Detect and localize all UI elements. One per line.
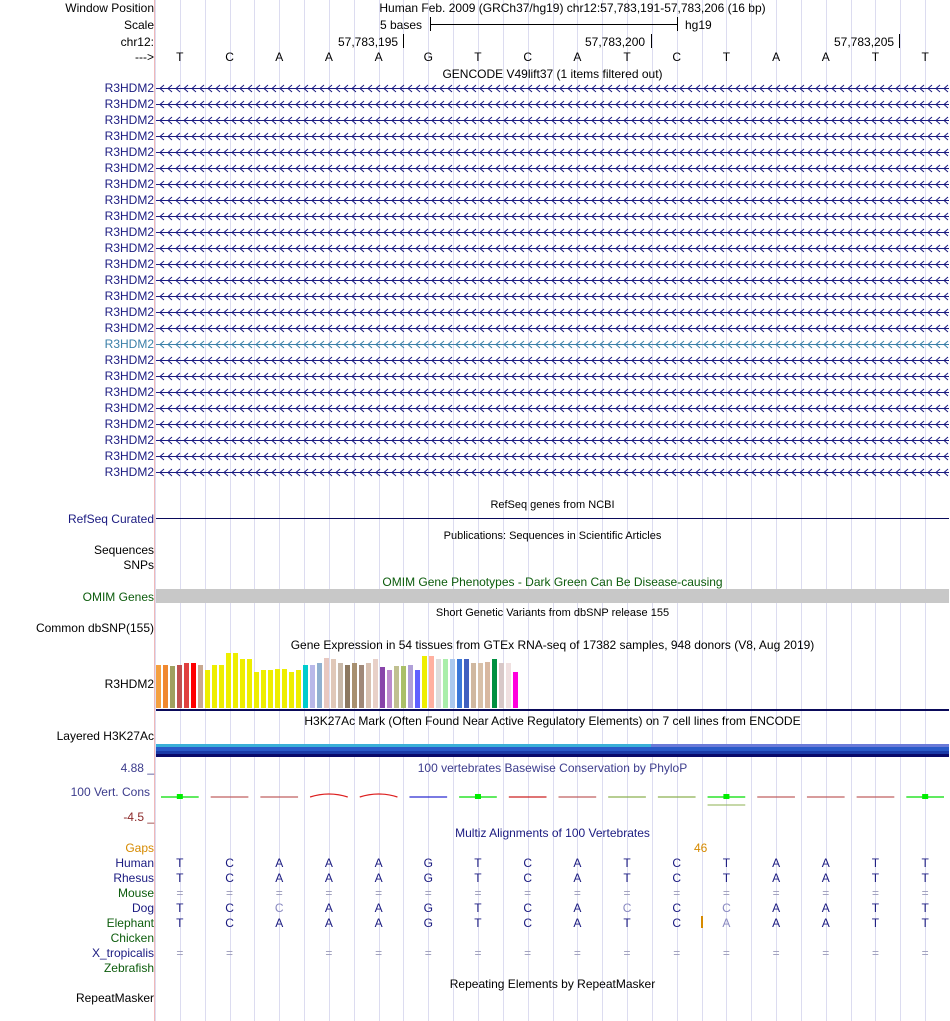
gencode-transcript[interactable] (156, 163, 949, 174)
coord-tick-mark-2 (651, 34, 652, 48)
gencode-transcript-label[interactable]: R3HDM2 (104, 289, 154, 303)
conservation-peak (922, 794, 928, 799)
multiz-base: A (573, 901, 582, 915)
multiz-base: A (374, 856, 383, 870)
multiz-base: C (672, 856, 682, 870)
omim-phenotype-bar[interactable] (156, 589, 949, 603)
gencode-transcript[interactable] (156, 227, 949, 238)
gtex-tissue-bar[interactable] (366, 663, 371, 708)
multiz-base: A (722, 916, 731, 930)
conservation-title[interactable]: 100 vertebrates Basewise Conservation by PhyloP (417, 761, 688, 775)
multiz-base: A (374, 916, 383, 930)
gtex-tissue-bar[interactable] (331, 659, 336, 708)
multiz-base: A (374, 901, 383, 915)
refseq-title[interactable]: RefSeq genes from NCBI (490, 499, 615, 511)
multiz-base: A (821, 916, 830, 930)
conservation-peak (177, 794, 183, 799)
gencode-transcript-label[interactable]: R3HDM2 (104, 385, 154, 399)
multiz-species-label[interactable]: Elephant (106, 916, 154, 930)
multiz-base: = (573, 886, 581, 900)
gencode-transcript-label[interactable]: R3HDM2 (104, 305, 154, 319)
gtex-tissue-bar[interactable] (338, 663, 343, 708)
gtex-tissue-bar[interactable] (282, 669, 287, 708)
multiz-base: T (722, 871, 731, 885)
gtex-bar-chart[interactable] (156, 652, 556, 708)
multiz-base: T (921, 916, 929, 930)
gencode-transcript-label[interactable]: R3HDM2 (104, 193, 154, 207)
gtex-tissue-bar[interactable] (394, 666, 399, 708)
multiz-species-label[interactable]: Chicken (110, 931, 154, 945)
sequence-base: A (821, 50, 830, 64)
h3k27ac-signal[interactable] (156, 744, 949, 758)
gtex-tissue-bar[interactable] (380, 667, 385, 708)
multiz-base: A (324, 871, 333, 885)
multiz-base: C (523, 871, 532, 885)
gtex-tissue-bar[interactable] (240, 659, 245, 708)
gtex-tissue-bar[interactable] (184, 663, 189, 708)
gencode-transcript-label[interactable]: R3HDM2 (104, 225, 154, 239)
multiz-base: = (871, 946, 879, 960)
scale-bar (430, 17, 678, 31)
h3k27ac-label[interactable]: Layered H3K27Ac (56, 729, 154, 743)
gencode-transcript-label[interactable]: R3HDM2 (104, 369, 154, 383)
multiz-base: T (623, 871, 631, 885)
sequence-base: C (225, 50, 234, 64)
sequence-base: G (423, 50, 433, 64)
multiz-base: = (176, 886, 184, 900)
multiz-base: C (225, 916, 234, 930)
gtex-tissue-bar[interactable] (373, 659, 378, 708)
gtex-tissue-bar[interactable] (198, 665, 203, 708)
multiz-base: G (423, 871, 433, 885)
multiz-base: = (424, 886, 432, 900)
multiz-species-label[interactable]: Human (115, 856, 154, 870)
multiz-base: A (324, 856, 333, 870)
multiz-base: = (623, 946, 631, 960)
gtex-tissue-bar[interactable] (170, 666, 175, 708)
multiz-base: A (324, 916, 333, 930)
conservation-plot[interactable] (155, 775, 950, 820)
multiz-base: T (921, 856, 929, 870)
dbsnp-label[interactable]: Common dbSNP(155) (35, 621, 154, 635)
multiz-species-label[interactable]: Zebrafish (103, 961, 154, 975)
conservation-score[interactable] (360, 794, 398, 797)
gtex-tissue-bar[interactable] (289, 672, 294, 708)
multiz-base: = (722, 886, 730, 900)
multiz-base: = (524, 886, 532, 900)
multiz-base: T (474, 916, 482, 930)
multiz-species-label[interactable]: Rhesus (113, 871, 154, 885)
window-position: Human Feb. 2009 (GRCh37/hg19) chr12:57,783,191-57,783,206 (16 bp) (379, 1, 766, 15)
strand-label: ---> (135, 50, 154, 64)
gtex-tissue-bar[interactable] (499, 663, 504, 708)
multiz-base: C (523, 856, 532, 870)
omim-label[interactable]: OMIM Genes (82, 590, 154, 604)
elephant-insertion-mark[interactable] (701, 916, 703, 928)
refseq-gene-line[interactable] (156, 518, 949, 519)
gtex-baseline (156, 709, 949, 711)
multiz-base: A (772, 856, 781, 870)
gtex-tissue-bar[interactable] (310, 665, 315, 708)
gtex-tissue-bar[interactable] (415, 670, 420, 708)
gtex-tissue-bar[interactable] (254, 672, 259, 708)
multiz-base: A (275, 856, 284, 870)
gtex-tissue-bar[interactable] (345, 665, 350, 708)
gencode-transcript[interactable] (156, 419, 949, 430)
gencode-transcript-label[interactable]: R3HDM2 (104, 273, 154, 287)
sequence-base: A (374, 50, 383, 64)
gtex-tissue-bar[interactable] (317, 663, 322, 708)
gencode-transcript-label[interactable]: R3HDM2 (104, 177, 154, 191)
multiz-base: A (573, 856, 582, 870)
multiz-base: T (871, 856, 880, 870)
multiz-base: = (176, 946, 184, 960)
gtex-tissue-bar[interactable] (464, 659, 469, 708)
gtex-tissue-bar[interactable] (408, 665, 413, 708)
gtex-tissue-bar[interactable] (163, 665, 168, 708)
refseq-label[interactable]: RefSeq Curated (67, 512, 154, 526)
multiz-base: C (225, 871, 234, 885)
gtex-tissue-bar[interactable] (443, 659, 448, 708)
multiz-base: = (822, 886, 830, 900)
gencode-transcript[interactable] (156, 99, 949, 110)
gencode-transcript-label[interactable]: R3HDM2 (104, 465, 154, 479)
multiz-base: C (523, 901, 532, 915)
gtex-tissue-bar[interactable] (457, 659, 462, 708)
multiz-base: A (275, 916, 284, 930)
multiz-base: T (176, 901, 184, 915)
sequence-base: T (921, 50, 929, 64)
gencode-title[interactable]: GENCODE V49lift37 (1 items filtered out) (442, 67, 663, 81)
gencode-transcript-label[interactable]: R3HDM2 (104, 337, 154, 351)
sequence-base: A (324, 50, 333, 64)
gencode-transcript-label[interactable]: R3HDM2 (104, 81, 154, 95)
multiz-base: A (772, 871, 781, 885)
multiz-base: T (474, 856, 482, 870)
multiz-base: = (474, 886, 482, 900)
gtex-tissue-bar[interactable] (261, 670, 266, 708)
gencode-transcript-label[interactable]: R3HDM2 (104, 145, 154, 159)
gtex-tissue-bar[interactable] (513, 672, 518, 708)
conservation-score[interactable] (310, 794, 348, 797)
multiz-base: = (573, 946, 581, 960)
multiz-base: A (772, 916, 781, 930)
gtex-tissue-bar[interactable] (205, 670, 210, 708)
gencode-transcript[interactable] (156, 147, 949, 158)
gencode-transcript[interactable] (156, 323, 949, 334)
multiz-base: A (772, 901, 781, 915)
gencode-transcript[interactable] (156, 451, 949, 462)
multiz-base: C (274, 901, 284, 915)
sequence-base: A (275, 50, 284, 64)
gencode-transcript-label[interactable]: R3HDM2 (104, 433, 154, 447)
multiz-base: G (423, 916, 433, 930)
gencode-transcript-label[interactable]: R3HDM2 (104, 449, 154, 463)
sequence-base: C (523, 50, 532, 64)
gencode-transcript[interactable] (156, 467, 949, 478)
conservation-peak (723, 794, 729, 799)
multiz-base: A (821, 856, 830, 870)
multiz-base: C (225, 856, 234, 870)
multiz-base: A (821, 901, 830, 915)
gencode-transcript[interactable] (156, 115, 949, 126)
multiz-base: = (673, 946, 681, 960)
gtex-title[interactable]: Gene Expression in 54 tissues from GTEx RNA-seq of 17382 samples, 948 donors (V8, Aug 2019) (290, 638, 815, 652)
multiz-base: T (623, 856, 631, 870)
multiz-base: T (921, 901, 929, 915)
gtex-tissue-bar[interactable] (436, 659, 441, 708)
multiz-base: = (275, 886, 283, 900)
multiz-base: T (871, 916, 880, 930)
multiz-base: T (921, 871, 929, 885)
multiz-base: A (573, 916, 582, 930)
sequence-base: C (672, 50, 682, 64)
sequence-base: T (722, 50, 731, 64)
gtex-tissue-bar[interactable] (478, 663, 483, 708)
multiz-base: C (722, 901, 731, 915)
repeatmasker-title[interactable]: Repeating Elements by RepeatMasker (449, 977, 656, 991)
gencode-transcript[interactable] (156, 243, 949, 254)
multiz-species-label[interactable]: Gaps (125, 841, 154, 855)
multiz-base: = (424, 946, 432, 960)
conservation-ymax: 4.88 _ (120, 761, 154, 775)
gencode-transcript-label[interactable]: R3HDM2 (104, 257, 154, 271)
scale-text: 5 bases (380, 18, 423, 32)
gencode-transcript-label[interactable]: R3HDM2 (104, 417, 154, 431)
gtex-tissue-bar[interactable] (191, 663, 196, 708)
gencode-transcript[interactable] (156, 259, 949, 270)
coord-tick-2: 57,783,200 (585, 35, 646, 49)
gencode-transcript[interactable] (156, 339, 949, 350)
gencode-transcript[interactable] (156, 83, 949, 94)
omim-title[interactable]: OMIM Gene Phenotypes - Dark Green Can Be Disease-causing (382, 575, 723, 589)
gtex-tissue-bar[interactable] (233, 653, 238, 708)
publications-title[interactable]: Publications: Sequences in Scientific Articles (443, 530, 662, 542)
sequence-base: T (474, 50, 482, 64)
sequence-base: A (772, 50, 781, 64)
multiz-base: = (673, 886, 681, 900)
chrom-label: chr12: (120, 35, 154, 49)
multiz-base: C (672, 916, 682, 930)
multiz-base: = (226, 886, 234, 900)
multiz-base: A (573, 871, 582, 885)
gencode-transcript-label[interactable]: R3HDM2 (104, 209, 154, 223)
multiz-base: G (423, 856, 433, 870)
window-position-label: Window Position (65, 1, 154, 15)
multiz-base: T (871, 901, 880, 915)
multiz-base: A (275, 871, 284, 885)
gencode-transcript[interactable] (156, 275, 949, 286)
multiz-base: T (722, 856, 731, 870)
gtex-label[interactable]: R3HDM2 (104, 677, 154, 691)
multiz-base: = (871, 886, 879, 900)
sequence-base: T (871, 50, 880, 64)
gtex-tissue-bar[interactable] (247, 659, 252, 708)
multiz-species-label[interactable]: X_tropicalis (91, 946, 154, 960)
multiz-base: = (375, 886, 383, 900)
repeatmasker-label[interactable]: RepeatMasker (75, 991, 154, 1005)
gencode-transcript[interactable] (156, 131, 949, 142)
gtex-tissue-bar[interactable] (492, 659, 497, 708)
gtex-tissue-bar[interactable] (275, 669, 280, 708)
gencode-transcript[interactable] (156, 291, 949, 302)
multiz-gap-count: 46 (694, 841, 708, 855)
multiz-base: = (325, 946, 333, 960)
scale-assembly: hg19 (685, 18, 712, 32)
gtex-tissue-bar[interactable] (429, 656, 434, 708)
multiz-base: = (375, 946, 383, 960)
gencode-transcript-label[interactable]: R3HDM2 (104, 353, 154, 367)
gtex-tissue-bar[interactable] (387, 670, 392, 708)
gtex-tissue-bar[interactable] (422, 656, 427, 708)
multiz-base: = (772, 886, 780, 900)
multiz-base: = (772, 946, 780, 960)
multiz-base: = (474, 946, 482, 960)
conservation-peak (475, 794, 481, 799)
gtex-tissue-bar[interactable] (352, 663, 357, 708)
gencode-transcript[interactable] (156, 307, 949, 318)
multiz-base: = (524, 946, 532, 960)
gtex-tissue-bar[interactable] (296, 670, 301, 708)
multiz-base: A (374, 871, 383, 885)
publications-sequences-label[interactable]: Sequences (93, 543, 154, 557)
conservation-label[interactable]: 100 Vert. Cons (70, 785, 150, 799)
multiz-base: T (623, 916, 631, 930)
multiz-species-label[interactable]: Dog (131, 901, 154, 915)
multiz-base: C (672, 871, 682, 885)
sequence-base: T (623, 50, 631, 64)
gencode-transcript[interactable] (156, 371, 949, 382)
multiz-title[interactable]: Multiz Alignments of 100 Vertebrates (455, 826, 650, 840)
gtex-tissue-bar[interactable] (226, 653, 231, 708)
multiz-species-label[interactable]: Mouse (117, 886, 154, 900)
scale-label: Scale (123, 18, 154, 32)
multiz-base: = (921, 886, 929, 900)
gencode-transcript[interactable] (156, 387, 949, 398)
multiz-base: C (672, 901, 682, 915)
coord-tick-1: 57,783,195 (338, 35, 399, 49)
multiz-base: T (176, 916, 184, 930)
multiz-base: T (176, 871, 184, 885)
gencode-transcript[interactable] (156, 435, 949, 446)
sequence-base: T (176, 50, 184, 64)
multiz-base: C (622, 901, 632, 915)
multiz-base: A (324, 901, 333, 915)
multiz-base: A (821, 871, 830, 885)
gtex-tissue-bar[interactable] (506, 663, 511, 708)
gtex-tissue-bar[interactable] (303, 665, 308, 708)
gencode-transcript-label[interactable]: R3HDM2 (104, 97, 154, 111)
coord-tick-mark-1 (403, 34, 404, 48)
gtex-tissue-bar[interactable] (156, 665, 161, 708)
multiz-base: = (325, 886, 333, 900)
multiz-base: C (523, 916, 532, 930)
gtex-tissue-bar[interactable] (324, 658, 329, 708)
gtex-tissue-bar[interactable] (219, 665, 224, 708)
gencode-transcript[interactable] (156, 179, 949, 190)
multiz-base: G (423, 901, 433, 915)
gencode-transcript-label[interactable]: R3HDM2 (104, 129, 154, 143)
gtex-tissue-bar[interactable] (450, 659, 455, 708)
conservation-ymin: -4.5 _ (123, 810, 154, 824)
gtex-tissue-bar[interactable] (177, 665, 182, 708)
gencode-transcript[interactable] (156, 211, 949, 222)
dbsnp-title[interactable]: Short Genetic Variants from dbSNP release 155 (435, 607, 670, 619)
multiz-base: C (225, 901, 234, 915)
multiz-base: = (226, 946, 234, 960)
multiz-base: = (822, 946, 830, 960)
gtex-tissue-bar[interactable] (359, 665, 364, 708)
multiz-base: = (623, 886, 631, 900)
multiz-base: T (871, 871, 880, 885)
gencode-transcript-label[interactable]: R3HDM2 (104, 241, 154, 255)
gtex-tissue-bar[interactable] (212, 665, 217, 708)
sequence-base: A (573, 50, 582, 64)
gtex-tissue-bar[interactable] (471, 663, 476, 708)
publications-snps-label[interactable]: SNPs (123, 558, 154, 572)
coord-tick-3: 57,783,205 (834, 35, 895, 49)
h3k27ac-title[interactable]: H3K27Ac Mark (Often Found Near Active Regulatory Elements) on 7 cell lines from ENCODE (304, 714, 801, 728)
coord-tick-mark-3 (899, 34, 900, 48)
gtex-tissue-bar[interactable] (268, 670, 273, 708)
multiz-base: T (474, 901, 482, 915)
gencode-transcript-label[interactable]: R3HDM2 (104, 161, 154, 175)
gencode-transcript-label[interactable]: R3HDM2 (104, 113, 154, 127)
gencode-transcript[interactable] (156, 403, 949, 414)
multiz-base: T (176, 856, 184, 870)
gencode-transcript-label[interactable]: R3HDM2 (104, 321, 154, 335)
gtex-tissue-bar[interactable] (485, 662, 490, 708)
multiz-base: = (921, 946, 929, 960)
gencode-transcript[interactable] (156, 195, 949, 206)
multiz-base: T (474, 871, 482, 885)
gtex-tissue-bar[interactable] (401, 666, 406, 708)
gencode-transcript[interactable] (156, 355, 949, 366)
gencode-transcript-label[interactable]: R3HDM2 (104, 401, 154, 415)
multiz-base: = (722, 946, 730, 960)
